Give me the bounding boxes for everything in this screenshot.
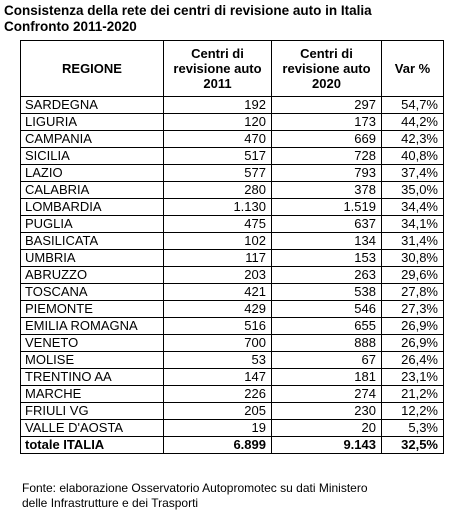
value-2020-cell: 669 (272, 131, 382, 148)
table-row (21, 284, 444, 301)
table-row (21, 301, 444, 318)
var-percent-cell: 37,4% (382, 165, 444, 182)
value-2011-cell: 120 (164, 114, 272, 131)
table-row (21, 148, 444, 165)
value-2011-cell: 700 (164, 335, 272, 352)
table-row (21, 369, 444, 386)
region-cell: TRENTINO AA (21, 369, 164, 386)
region-cell: SICILIA (21, 148, 164, 165)
title-line-1: Consistenza della rete dei centri di revisione auto in Italia (4, 3, 372, 18)
value-2011-cell: 203 (164, 267, 272, 284)
region-cell: PIEMONTE (21, 301, 164, 318)
var-percent-cell: 26,4% (382, 352, 444, 369)
var-percent-cell: 31,4% (382, 233, 444, 250)
header-var: Var % (382, 41, 444, 97)
table-row (21, 216, 444, 233)
value-2020-cell: 274 (272, 386, 382, 403)
value-2020-cell: 173 (272, 114, 382, 131)
var-percent-cell: 54,7% (382, 97, 444, 114)
header-2011: Centri di revisione auto 2011 (164, 41, 272, 97)
table-row (21, 420, 444, 437)
source-line-1: Fonte: elaborazione Osservatorio Autopromotec su dati Ministero (22, 481, 368, 495)
header-region: REGIONE (21, 41, 164, 97)
value-2020-cell: 378 (272, 182, 382, 199)
value-2011-cell: 53 (164, 352, 272, 369)
source-note (22, 481, 450, 511)
var-percent-cell: 35,0% (382, 182, 444, 199)
value-2020-cell: 793 (272, 165, 382, 182)
document-title (4, 3, 450, 35)
table-row (21, 182, 444, 199)
value-2011-cell: 102 (164, 233, 272, 250)
value-2011-cell: 19 (164, 420, 272, 437)
value-2020-cell: 297 (272, 97, 382, 114)
var-percent-cell: 42,3% (382, 131, 444, 148)
header-2020: Centri di revisione auto 2020 (272, 41, 382, 97)
var-percent-cell: 26,9% (382, 318, 444, 335)
value-2020-cell: 637 (272, 216, 382, 233)
table-header-row (21, 41, 444, 97)
source-line-2: delle Infrastrutture e dei Trasporti (22, 496, 199, 510)
table-row (21, 352, 444, 369)
title-line-2: Confronto 2011-2020 (4, 19, 137, 34)
var-percent-cell: 30,8% (382, 250, 444, 267)
region-cell: LAZIO (21, 165, 164, 182)
total-label: totale ITALIA (21, 437, 164, 454)
value-2020-cell: 655 (272, 318, 382, 335)
value-2020-cell: 230 (272, 403, 382, 420)
value-2011-cell: 475 (164, 216, 272, 233)
total-2011: 6.899 (164, 437, 272, 454)
region-cell: TOSCANA (21, 284, 164, 301)
var-percent-cell: 34,4% (382, 199, 444, 216)
var-percent-cell: 23,1% (382, 369, 444, 386)
region-cell: MOLISE (21, 352, 164, 369)
value-2011-cell: 205 (164, 403, 272, 420)
table-row (21, 131, 444, 148)
total-row (21, 437, 444, 454)
var-percent-cell: 27,3% (382, 301, 444, 318)
table-row (21, 199, 444, 216)
value-2020-cell: 134 (272, 233, 382, 250)
var-percent-cell: 44,2% (382, 114, 444, 131)
region-cell: BASILICATA (21, 233, 164, 250)
value-2020-cell: 1.519 (272, 199, 382, 216)
value-2011-cell: 117 (164, 250, 272, 267)
value-2020-cell: 153 (272, 250, 382, 267)
table-row (21, 267, 444, 284)
region-cell: SARDEGNA (21, 97, 164, 114)
value-2011-cell: 147 (164, 369, 272, 386)
value-2020-cell: 546 (272, 301, 382, 318)
region-cell: FRIULI VG (21, 403, 164, 420)
value-2011-cell: 517 (164, 148, 272, 165)
region-cell: LOMBARDIA (21, 199, 164, 216)
table-row (21, 233, 444, 250)
value-2011-cell: 421 (164, 284, 272, 301)
region-cell: UMBRIA (21, 250, 164, 267)
value-2020-cell: 888 (272, 335, 382, 352)
var-percent-cell: 26,9% (382, 335, 444, 352)
table-row (21, 250, 444, 267)
value-2011-cell: 470 (164, 131, 272, 148)
var-percent-cell: 27,8% (382, 284, 444, 301)
table-row (21, 114, 444, 131)
var-percent-cell: 21,2% (382, 386, 444, 403)
table-row (21, 386, 444, 403)
var-percent-cell: 34,1% (382, 216, 444, 233)
region-cell: MARCHE (21, 386, 164, 403)
var-percent-cell: 29,6% (382, 267, 444, 284)
region-cell: ABRUZZO (21, 267, 164, 284)
value-2011-cell: 280 (164, 182, 272, 199)
value-2011-cell: 1.130 (164, 199, 272, 216)
region-cell: EMILIA ROMAGNA (21, 318, 164, 335)
total-2020: 9.143 (272, 437, 382, 454)
region-cell: LIGURIA (21, 114, 164, 131)
table-row (21, 403, 444, 420)
revision-centers-table (20, 40, 444, 454)
total-var: 32,5% (382, 437, 444, 454)
var-percent-cell: 40,8% (382, 148, 444, 165)
region-cell: VENETO (21, 335, 164, 352)
region-cell: PUGLIA (21, 216, 164, 233)
value-2011-cell: 577 (164, 165, 272, 182)
value-2011-cell: 226 (164, 386, 272, 403)
value-2020-cell: 67 (272, 352, 382, 369)
value-2011-cell: 429 (164, 301, 272, 318)
table-row (21, 165, 444, 182)
table-body (21, 97, 444, 437)
value-2020-cell: 263 (272, 267, 382, 284)
value-2020-cell: 181 (272, 369, 382, 386)
value-2020-cell: 538 (272, 284, 382, 301)
var-percent-cell: 5,3% (382, 420, 444, 437)
value-2011-cell: 192 (164, 97, 272, 114)
var-percent-cell: 12,2% (382, 403, 444, 420)
table-row (21, 335, 444, 352)
value-2020-cell: 728 (272, 148, 382, 165)
table-row (21, 97, 444, 114)
region-cell: VALLE D'AOSTA (21, 420, 164, 437)
region-cell: CALABRIA (21, 182, 164, 199)
region-cell: CAMPANIA (21, 131, 164, 148)
value-2020-cell: 20 (272, 420, 382, 437)
value-2011-cell: 516 (164, 318, 272, 335)
table-row (21, 318, 444, 335)
